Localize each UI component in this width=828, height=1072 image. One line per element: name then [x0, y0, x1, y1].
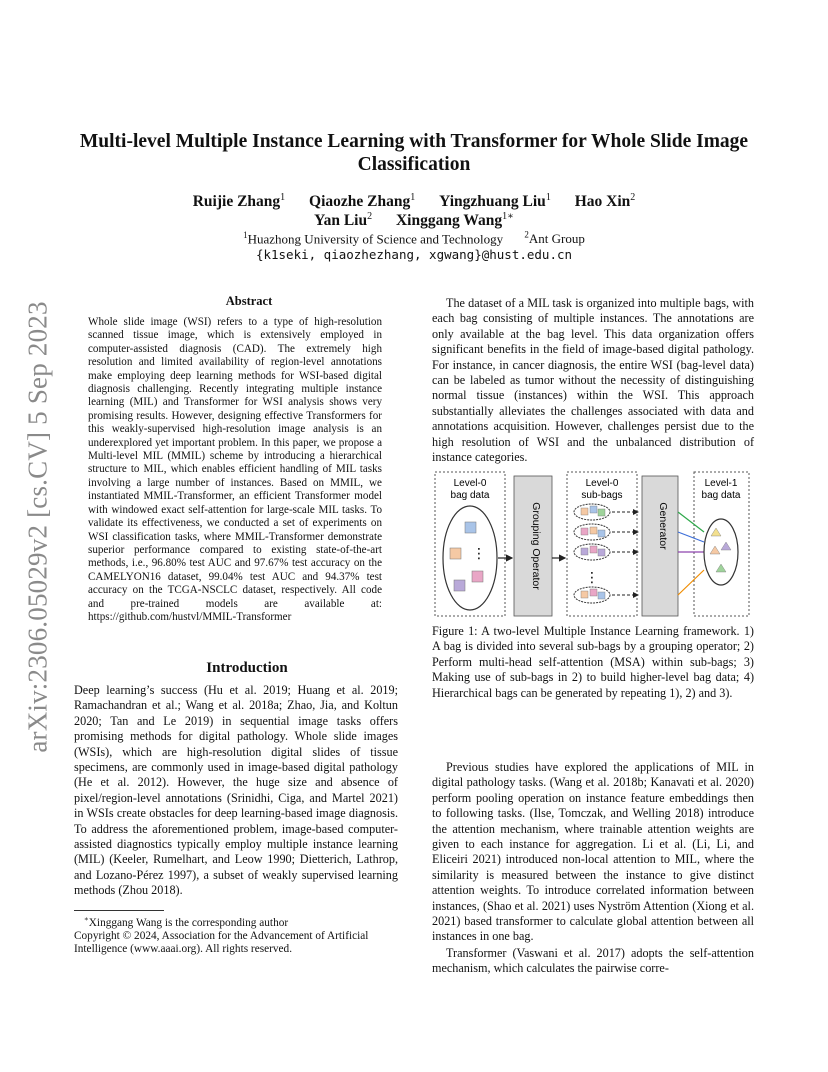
- paper-title: Multi-level Multiple Instance Learning with Transformer for Whole Slide Image Classification: [79, 131, 749, 175]
- figure-1: [432, 470, 754, 620]
- token-triangle: [711, 528, 721, 536]
- author: Yan Liu$^2$: [314, 211, 373, 230]
- level1-bag-label-2: bag data: [701, 490, 741, 501]
- figure-1-caption: Figure 1: A two-level Multiple Instance Learning framework. 1) A bag is divided into several sub-bags by a grouping operator; 2) Perform multi-head self-attention (MSA) within sub-bags; 3) Making use of sub-bags in 2) to build higher-level bag data; 4) Hierarchical bags can be generated by repeating 1), 2) and 3).: [432, 624, 754, 700]
- grouping-operator-label: Grouping Operator: [530, 502, 542, 590]
- sub-bag: [574, 544, 610, 560]
- level0-bag-label-2: bag data: [450, 490, 490, 501]
- affiliations: $^1$Huazhong University of Science and Technology $^2$Ant Group: [243, 230, 585, 247]
- footnote-rule: [74, 910, 164, 911]
- level1-bag-ellipse: [704, 519, 738, 585]
- sub-bag: [574, 504, 610, 520]
- abstract-body: Whole slide image (WSI) refers to a type of high-resolution scanned tissue image, which is extensively employed in computer-assisted diagnosis (CAD). The extremely high resolution and limited availability of region-level annotations make employing deep learning methods for WSI-based digital diagnosis challenging. Recently integrating multiple instance learning (MIL) and Transformer for WSI analysis shows very promising results. However, designing effective Transformers for this weakly-supervised high-resolution image analysis is an underexplored yet important problem. In this paper, we propose a Multi-level MIL (MMIL) scheme by introducing a hierarchical structure to MIL, which enables efficient handling of MIL tasks involving a large number of instances. Based on MMIL, we instantiated MMIL-Transformer, an efficient Transformer model with windowed exact self-attention for large-scale MIL tasks. To validate its effectiveness, we conducted a set of experiments on WSI classification tasks, where MMIL-Transformer demonstrate superior performance compared to existing state-of-the-art methods, i.e., 96.80% test AUC and 97.67% test accuracy on the CAMELYON16 dataset, 99.04% test AUC and 94.37% test accuracy on the TCGA-NSCLC dataset, respectively. All code and pre-trained models are available at: https://github.com/hustvl/MMIL-Transformer: [88, 316, 382, 623]
- instance-square: [472, 571, 483, 582]
- authors-line-2: [70, 207, 758, 231]
- generator-label: Generator: [657, 502, 669, 550]
- sub-bag: [574, 587, 610, 603]
- token-triangle: [710, 546, 720, 554]
- token-triangle: [716, 564, 726, 572]
- level0-subbag-label-2: sub-bags: [581, 490, 623, 501]
- instance-square: [450, 548, 461, 559]
- ellipsis-dots: ⋮: [472, 545, 486, 561]
- figure-1-diagram: [432, 470, 754, 620]
- level0-subbag-label-1: Level-0: [585, 478, 619, 489]
- ellipsis-dots: ⋮: [585, 569, 599, 585]
- author: Qiaozhe Zhang$^1$: [309, 192, 416, 211]
- arxiv-identifier-text: arXiv:2306.05029v2 [cs.CV] 5 Sep 2023: [22, 301, 53, 753]
- author: Yingzhuang Liu$^1$: [439, 192, 551, 211]
- abstract-heading: Abstract: [225, 294, 273, 308]
- author: Ruijie Zhang$^1$: [192, 192, 286, 211]
- sub-bag: [574, 524, 610, 540]
- instance-square: [454, 580, 465, 591]
- author: Hao Xin$^2$: [574, 192, 636, 211]
- right-column-paragraph-1: The dataset of a MIL task is organized into multiple bags, with each bag consisting of multiple instances. The annotations are only available at the bag level. This data organization offers significant benefits in the field of image-based digital pathology. For instance, in cancer diagnosis, the entire WSI (bag-level data) can be labeled as tumor without the necessity of distinguishing normal tissue (instances) within the WSI. This approach substantially alleviates the challenges associated with data and annotations acquisition. However, challenges persist due to the high resolution of WSI and the unbalanced distribution of instance categories.: [432, 296, 754, 465]
- footnotes: ∗Xinggang Wang is the corresponding author Copyright © 2024, Association for the Advancement of Artificial Intelligence (www.aaai.org). All rights reserved.: [74, 915, 369, 956]
- introduction-heading: Introduction: [206, 660, 288, 676]
- author: Xinggang Wang$^{1∗}$: [395, 211, 514, 230]
- level0-bag-label-1: Level-0: [453, 478, 487, 489]
- instance-square: [465, 522, 476, 533]
- right-column-paragraphs: Previous studies have explored the applications of MIL in digital pathology tasks. (Wang et al. 2018b; Kanavati et al. 2020) perform pooling operation on instance feature embeddings then to following tasks. (Ilse, Tomczak, and Welling 2018) introduce the attention mechanism, where trainable attention weights are given to each instance for aggregation. Li et al. (Li, Li, and Eliceiri 2021) introduced non-local attention to MIL, where the similarity is measured between the instance to give distinct attention weights. To introduce correlated information between instances, (Shao et al. 2021) uses Nyström Attention (Xiong et al. 2021) based transformer to calculate global attention between all instances in one bag. Transformer (Vaswani et al. 2017) adopts the self-attention mechanism, which calculates the pairwise corre-: [432, 760, 754, 976]
- introduction-paragraph: Deep learning’s success (Hu et al. 2019; Huang et al. 2019; Ramachandran et al.; Wang et al. 2018a; Zhao, Jia, and Koltun 2020; Tan and Le 2019) in sequential image tasks offers promising methods for digital pathology. Whole slide images (WSIs), which are high-resolution digital slides of tissue specimens, are commonly used in image-based digital pathology (He et al. 2012). However, the huge size and absence of pixel/region-level annotations (Srinidhi, Ciga, and Martel 2021) in WSIs create obstacles for deep learning-based image diagnosis. To address the aforementioned problem, image-based computer-assisted diagnostics typically employ multiple instance learning (MIL) (Keeler, Rumelhart, and Leow 1990; Dietterich, Lathrop, and Lozano-Pérez 1997), a subset of weakly supervised learning methods (Zhou 2018).: [74, 683, 398, 898]
- arxiv-identifier: [18, 292, 58, 762]
- author-emails: {k1seki, qiaozhezhang, xgwang}@hust.edu.cn: [255, 247, 573, 262]
- token-triangle: [721, 542, 731, 550]
- level1-bag-label-1: Level-1: [704, 478, 738, 489]
